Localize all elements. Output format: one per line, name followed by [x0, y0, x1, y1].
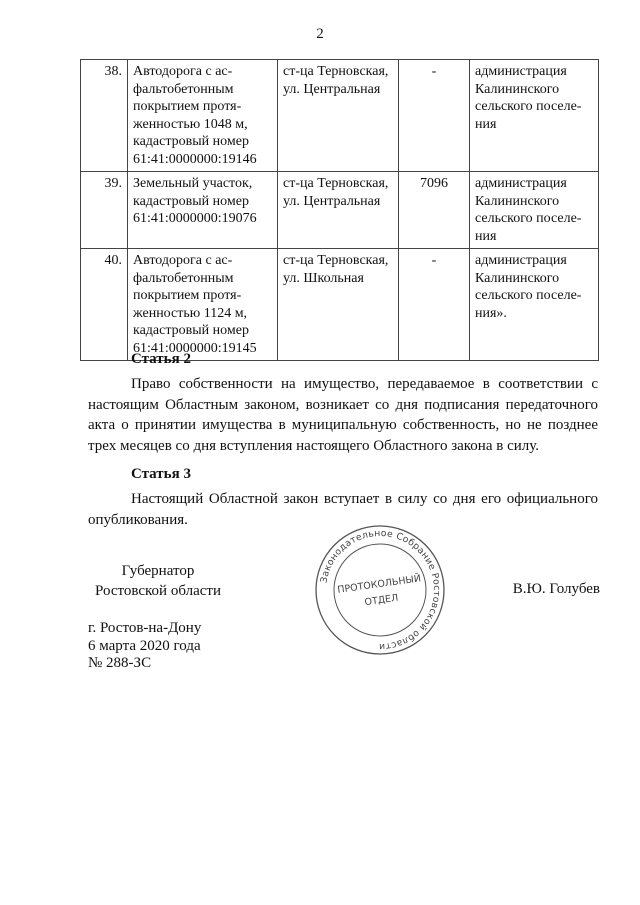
row-number: 40. — [81, 249, 128, 361]
object-owner-line: Калининского — [475, 193, 560, 209]
object-address-line: ст-ца Терновская, — [283, 253, 389, 268]
object-owner — [470, 249, 599, 361]
article-3-heading: Статья 3 — [131, 466, 191, 482]
object-owner-line: сельского поселе- — [475, 99, 582, 114]
object-address-line: ул. Центральная — [283, 193, 381, 209]
object-address-line: ул. Центральная — [283, 81, 381, 97]
row-number: 39. — [81, 172, 128, 249]
object-name-line: Земельный участок, — [133, 176, 253, 191]
object-name-line: 61:41:0000000:19076 — [133, 211, 257, 226]
object-owner-line: сельского поселе- — [475, 211, 582, 226]
object-owner-line: ния — [475, 228, 497, 244]
object-owner-line: ния — [475, 116, 497, 132]
object-name-line: женностью 1124 м, — [133, 305, 248, 321]
object-owner-line: ния». — [475, 305, 507, 321]
object-owner-line: Калининского — [475, 81, 560, 97]
object-area: - — [399, 249, 470, 361]
object-name-line: Автодорога с ас- — [133, 64, 233, 79]
object-name-line: 61:41:0000000:19145 — [133, 340, 257, 356]
article-2-heading: Статья 2 — [131, 351, 191, 367]
object-owner-line: администрация — [475, 253, 567, 268]
object-name-line: фальтобетонным — [133, 81, 234, 97]
table-row — [81, 249, 599, 361]
object-name-line: покрытием протя- — [133, 288, 242, 303]
city: г. Ростов-на-Дону — [88, 620, 202, 636]
governor-title-line2: Ростовской области — [95, 583, 221, 599]
object-address-line: ст-ца Терновская, — [283, 64, 389, 79]
object-name-line: кадастровый номер — [133, 193, 249, 209]
table-row — [81, 60, 599, 172]
stamp-center-line1: ПРОТОКОЛЬНЫЙ — [336, 573, 422, 596]
article-2-text: Право собственности на имущество, передаваемое в соответствии с настоящим Областным законом, возникает со дня подписания передаточного акта о принятии имущества в муниципальную собственность, но не позднее трех месяцев со дня вступления настоящего Областного закона в силу. — [88, 376, 598, 454]
place-and-date — [88, 620, 201, 673]
object-owner-line: администрация — [475, 64, 567, 79]
protocol-department-stamp — [313, 523, 447, 657]
object-owner — [470, 60, 599, 172]
object-name-line: Автодорога с ас- — [133, 253, 233, 268]
object-name-line: фальтобетонным — [133, 270, 234, 286]
object-name — [128, 172, 278, 249]
object-owner-line: администрация — [475, 176, 567, 191]
date: 6 марта 2020 года — [88, 637, 201, 654]
object-name-line: покрытием протя- — [133, 99, 242, 114]
table-row — [81, 172, 599, 249]
stamp-center-line2: ОТДЕЛ — [363, 592, 399, 609]
object-address-line: ул. Школьная — [283, 270, 364, 286]
object-area: 7096 — [399, 172, 470, 249]
object-name — [128, 60, 278, 172]
signer-name: В.Ю. Голубев — [512, 581, 600, 597]
object-address — [278, 60, 399, 172]
object-name-line: кадастровый номер — [133, 134, 249, 149]
page-number: 2 — [316, 26, 324, 42]
governor-title — [88, 561, 228, 601]
object-address-line: ст-ца Терновская, — [283, 176, 389, 191]
object-name-line: 61:41:0000000:19146 — [133, 151, 257, 167]
governor-title-line1: Губернатор — [121, 563, 195, 579]
object-owner — [470, 172, 599, 249]
object-name-line: кадастровый номер — [133, 323, 249, 338]
stamp-ring-text: Законодательное Собрание Ростовской области — [318, 527, 443, 653]
object-name — [128, 249, 278, 361]
article-3-text: Настоящий Областной закон вступает в силу со дня его официального опубликования. — [88, 491, 598, 528]
object-name-line: женностью 1048 м, — [133, 116, 248, 132]
object-area: - — [399, 60, 470, 172]
law-number: № 288-ЗС — [88, 655, 152, 671]
object-owner-line: Калининского — [475, 270, 560, 286]
object-address — [278, 249, 399, 361]
row-number: 38. — [81, 60, 128, 172]
object-owner-line: сельского поселе- — [475, 288, 582, 303]
property-table — [80, 59, 599, 361]
object-address — [278, 172, 399, 249]
